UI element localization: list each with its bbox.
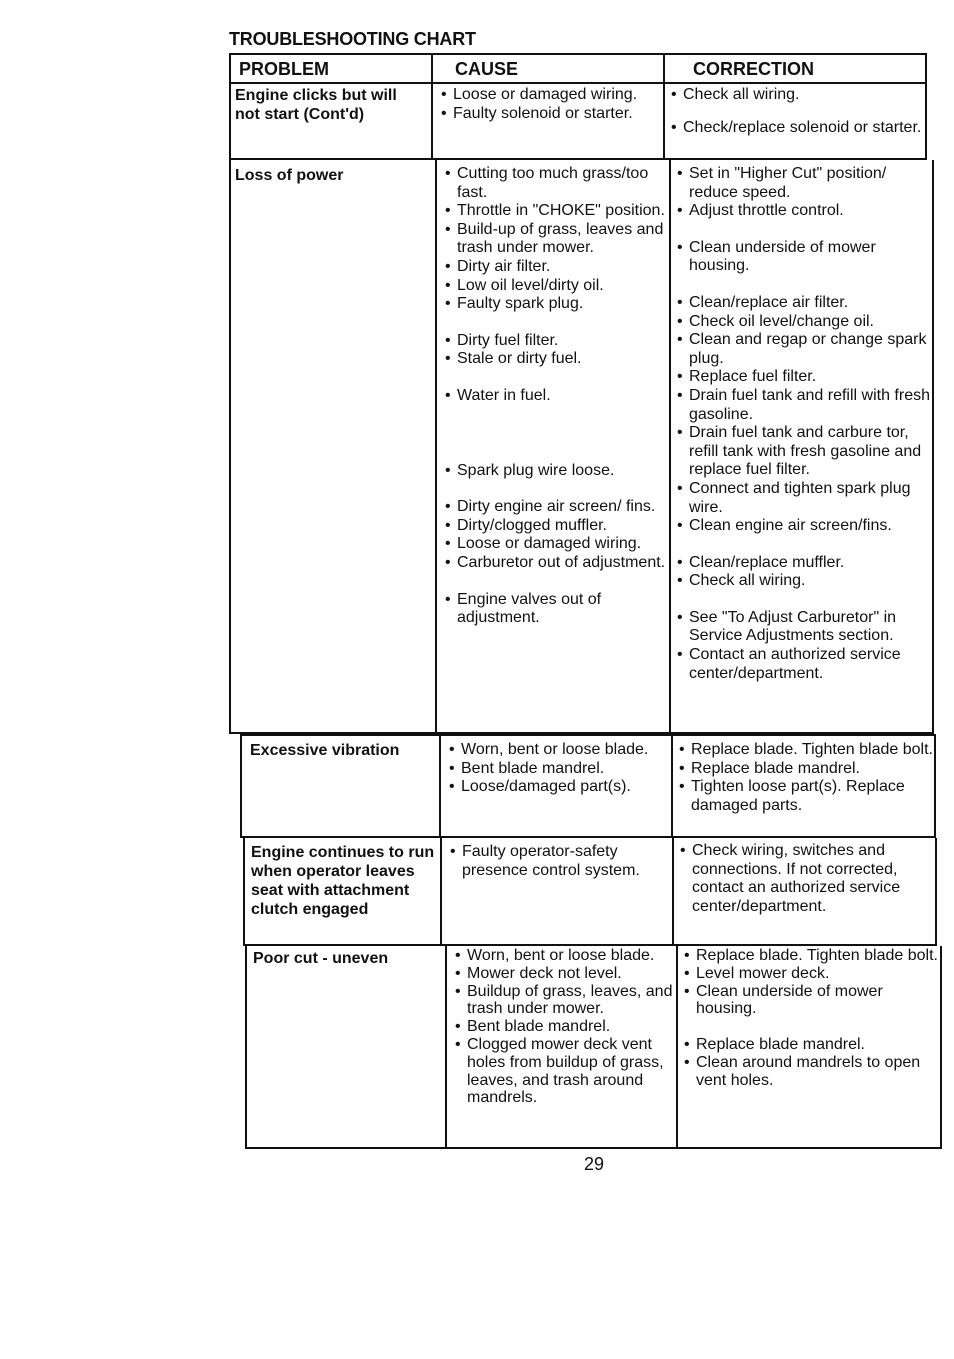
cause-item: • Worn, bent or loose blade. — [455, 947, 655, 964]
cause-item: • Throttle in "CHOKE" position. — [445, 202, 665, 220]
cause-item: • Carburetor out of adjustment. — [445, 553, 666, 571]
correction-item: • Replace blade. Tighten blade bolt. — [679, 741, 933, 758]
cause-item: • Bent blade mandrel. — [449, 759, 605, 777]
cause-item: • Loose/damaged part(s). — [449, 778, 631, 796]
correction-item: • Replace blade. Tighten blade bolt. — [684, 947, 938, 964]
correction-item: • Clean/replace muffler. — [677, 553, 845, 571]
cause-item: • Cutting too much grass/too fast. — [445, 165, 649, 201]
cause-item: • Faulty operator-safety presence control system. — [450, 843, 640, 879]
cause-cell — [437, 160, 671, 732]
correction-item: • Connect and tighten spark plug wire. — [677, 479, 911, 516]
table-row — [245, 946, 942, 1149]
cause-cell — [441, 736, 673, 836]
cause-item: • Mower deck not level. — [455, 964, 622, 982]
cause-item: • Dirty fuel filter. — [445, 331, 559, 349]
problem-cell — [231, 160, 437, 732]
problem-text: Loss of power — [235, 167, 344, 184]
cause-item: • Spark plug wire loose. — [445, 461, 615, 479]
problem-cell — [242, 736, 441, 836]
cause-item: • Dirty/clogged muffler. — [445, 516, 607, 534]
cause-item: • Low oil level/dirty oil. — [445, 276, 604, 294]
cause-item: • Water in fuel. — [445, 386, 551, 404]
correction-item: • Level mower deck. — [684, 964, 830, 982]
cause-item: • Bent blade mandrel. — [455, 1018, 611, 1036]
table-row — [229, 84, 927, 160]
cause-item: • Loose or damaged wiring. — [445, 535, 642, 553]
correction-item: • Clean underside of mower housing. — [684, 982, 883, 1018]
problem-text: Engine clicks but will not start (Cont'd) — [235, 87, 397, 123]
correction-cell — [674, 838, 935, 944]
correction-item: • Check oil level/change oil. — [677, 312, 874, 330]
problem-text: Excessive vibration — [250, 742, 400, 759]
header-correction: CORRECTION — [693, 59, 814, 79]
correction-item: • Clean and regap or change spark plug. — [677, 331, 927, 367]
correction-item: • Check all wiring. — [677, 572, 806, 590]
cause-cell — [442, 838, 674, 944]
cause-item: • Faulty spark plug. — [445, 295, 584, 313]
problem-text: Poor cut - uneven — [253, 950, 389, 967]
problem-cell — [247, 946, 447, 1147]
cause-item: • Worn, bent or loose blade. — [449, 741, 649, 758]
problem-cell — [231, 84, 433, 158]
cause-item: • Engine valves out of adjustment. — [445, 590, 602, 627]
header-problem: PROBLEM — [231, 55, 433, 82]
cause-item: • Clogged mower deck vent holes from buildup of grass, leaves, and trash around mandrels. — [455, 1035, 664, 1107]
cause-item: • Faulty solenoid or starter. — [441, 104, 633, 122]
problem-text: Engine continues to run when operator leaves seat with attachment clutch engaged — [251, 844, 435, 918]
page-number: 29 — [584, 1154, 605, 1174]
correction-item: • Check/replace solenoid or starter. — [671, 118, 922, 136]
correction-cell — [678, 946, 940, 1147]
correction-item: • Clean underside of mower housing. — [677, 238, 876, 275]
cause-item: • Dirty air filter. — [445, 257, 551, 275]
correction-item: • Set in "Higher Cut" position/ reduce speed. — [677, 165, 887, 201]
correction-item: • Replace blade mandrel. — [684, 1036, 865, 1054]
correction-item: • Replace fuel filter. — [677, 368, 817, 386]
cause-cell — [447, 946, 678, 1147]
cause-item: • Stale or dirty fuel. — [445, 350, 582, 368]
chart-title: TROUBLESHOOTING CHART — [229, 29, 476, 49]
cause-item: • Buildup of grass, leaves, and trash under mower. — [455, 982, 673, 1018]
correction-item: • Clean around mandrels to open vent holes. — [684, 1053, 921, 1089]
correction-item: • Adjust throttle control. — [677, 202, 844, 220]
correction-item: • See "To Adjust Carburetor" in Service Adjustments section. — [677, 608, 897, 645]
correction-item: • Contact an authorized service center/department. — [677, 646, 901, 682]
correction-item: • Drain fuel tank and refill with fresh gasoline. — [677, 386, 930, 423]
cause-cell — [433, 84, 665, 158]
cause-item: • Build-up of grass, leaves and trash under mower. — [445, 220, 664, 257]
correction-item: • Tighten loose part(s). Replace damaged parts. — [679, 778, 905, 814]
correction-cell — [673, 736, 934, 836]
header-cause: CAUSE — [433, 55, 665, 82]
correction-item: • Check all wiring. — [671, 86, 800, 103]
problem-cell — [245, 838, 442, 944]
cause-item: • Dirty engine air screen/ fins. — [445, 498, 656, 516]
cause-item: • Loose or damaged wiring. — [441, 86, 638, 103]
correction-item: • Drain fuel tank and carbure tor, refill tank with fresh gasoline and replace fuel filter. — [677, 424, 922, 479]
table-row — [243, 838, 937, 946]
correction-item: • Clean engine air screen/fins. — [677, 517, 892, 535]
correction-item: • Clean/replace air filter. — [677, 293, 849, 311]
table-row — [240, 734, 936, 838]
table-row — [229, 160, 934, 734]
correction-cell — [665, 84, 925, 158]
table-header — [229, 53, 927, 84]
correction-item: • Check wiring, switches and connections. If not corrected, contact an authorized service center/department. — [680, 842, 901, 915]
correction-cell — [671, 160, 932, 732]
correction-item: • Replace blade mandrel. — [679, 759, 860, 777]
